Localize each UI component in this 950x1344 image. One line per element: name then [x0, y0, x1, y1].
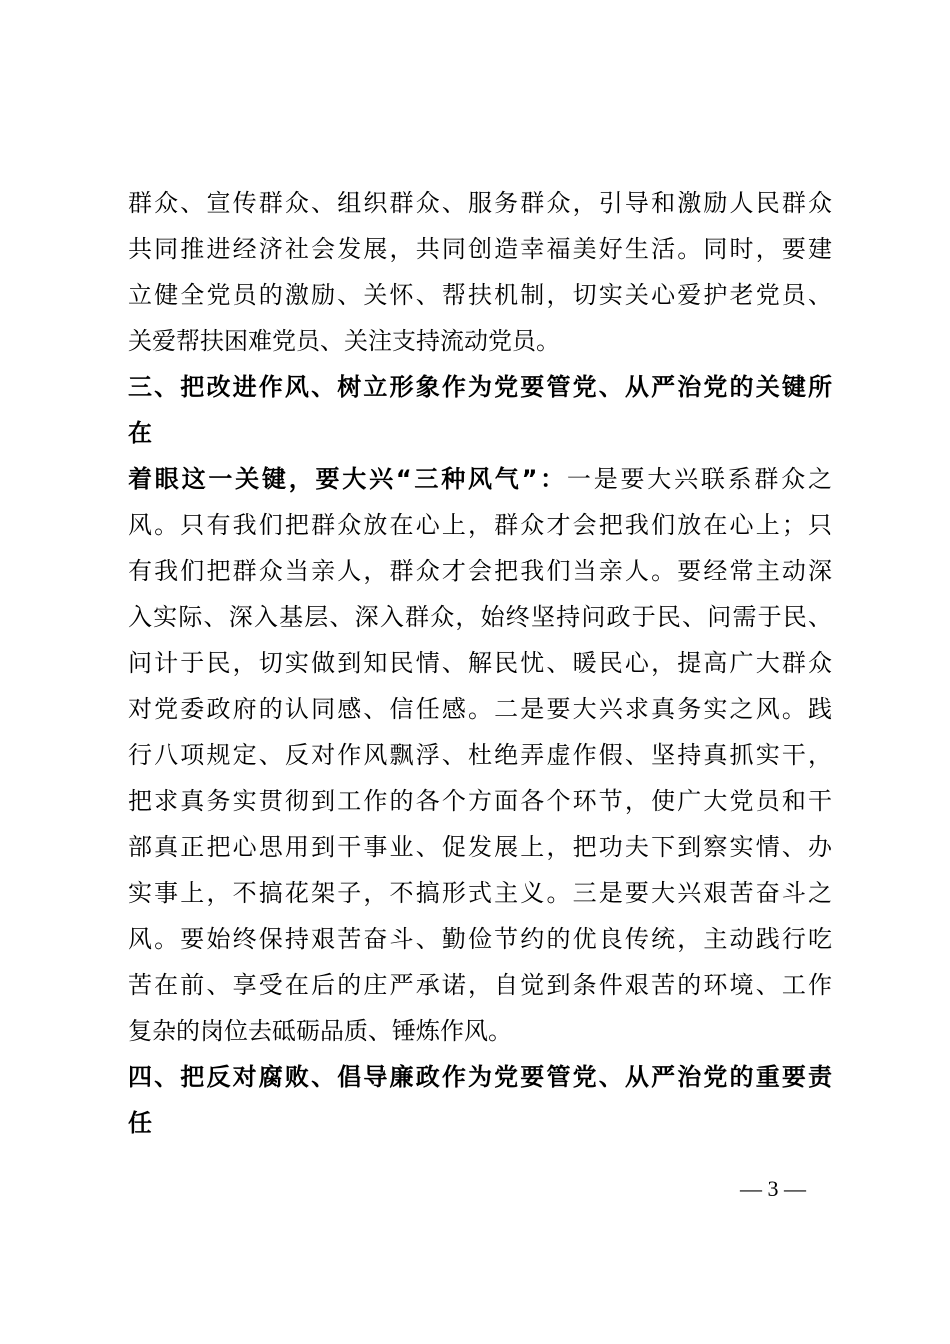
body-line: 复杂的岗位去砥砺品质、锤炼作风。: [128, 1017, 512, 1045]
section-heading: 四、把反对腐败、倡导廉政作为党要管党、从严治党的重要责: [128, 1063, 832, 1091]
body-line: 入实际、深入基层、深入群众，始终坚持问政于民、问需于民、: [128, 603, 832, 631]
page-number: — 3 —: [740, 1176, 806, 1201]
body-line: 对党委政府的认同感、信任感。二是要大兴求真务实之风。践: [128, 695, 832, 723]
body-line: 把求真务实贯彻到工作的各个方面各个环节，使广大党员和干: [128, 787, 832, 815]
body-line: [128, 456, 832, 502]
body-line: 关爱帮扶困难党员、关注支持流动党员。: [128, 327, 560, 355]
body-line: 问计于民，切实做到知民情、解民忧、暖民心，提高广大群众: [128, 649, 832, 677]
body-line: 立健全党员的激励、关怀、帮扶机制，切实关心爱护老党员、: [128, 281, 832, 309]
body-line: 风。要始终保持艰苦奋斗、勤俭节约的优良传统，主动践行吃: [128, 925, 832, 953]
body-line: 苦在前、享受在后的庄严承诺，自觉到条件艰苦的环境、工作: [128, 971, 832, 999]
body-line: 行八项规定、反对作风飘浮、杜绝弄虚作假、坚持真抓实干，: [128, 741, 832, 769]
body-text: 一是要大兴联系群众之: [566, 465, 833, 493]
lead-sentence: 着眼这一关键，要大兴“三种风气”：: [128, 465, 567, 493]
section-heading: 三、把改进作风、树立形象作为党要管党、从严治党的关键所: [128, 373, 832, 401]
body-line: 部真正把心思用到干事业、促发展上，把功夫下到察实情、办: [128, 833, 832, 861]
document-body: [128, 180, 832, 1146]
body-line: 风。只有我们把群众放在心上，群众才会把我们放在心上；只: [128, 511, 832, 539]
section-heading: 在: [128, 419, 152, 447]
body-line: 实事上，不搞花架子，不搞形式主义。三是要大兴艰苦奋斗之: [128, 879, 832, 907]
body-line: 共同推进经济社会发展，共同创造幸福美好生活。同时，要建: [128, 235, 832, 263]
body-line: 群众、宣传群众、组织群众、服务群众，引导和激励人民群众: [128, 189, 832, 217]
section-heading: 任: [128, 1109, 152, 1137]
body-line: 有我们把群众当亲人，群众才会把我们当亲人。要经常主动深: [128, 557, 832, 585]
